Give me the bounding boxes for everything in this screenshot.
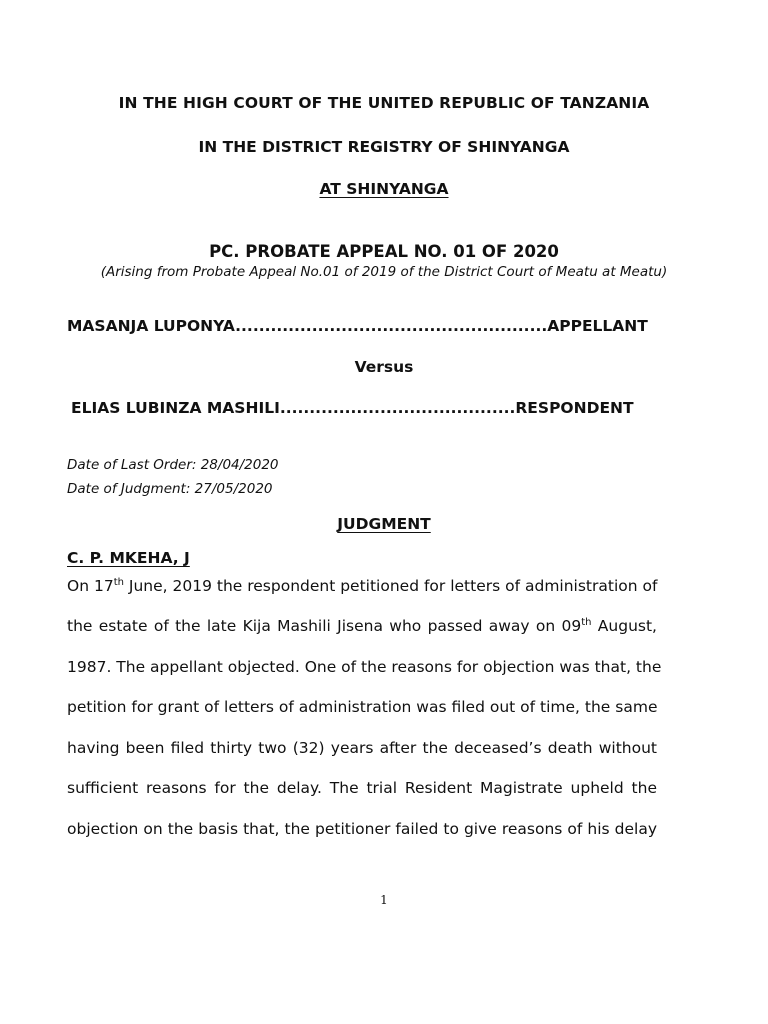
court-heading: IN THE HIGH COURT OF THE UNITED REPUBLIC OF TANZANIA — [118, 94, 650, 112]
versus-label: Versus — [354, 358, 414, 376]
body-line: having been filed thirty two (32) years after the deceased’s death without — [67, 739, 657, 757]
case-number: PC. PROBATE APPEAL NO. 01 OF 2020 — [209, 242, 559, 261]
date-of-judgment: Date of Judgment: 27/05/2020 — [67, 481, 273, 497]
location-heading — [0, 180, 768, 198]
body-line-part: the estate of the late Kija Mashili Jisena who passed away on 09 — [67, 617, 582, 635]
ordinal-superscript: th — [581, 616, 592, 628]
page-number: 1 — [380, 893, 388, 907]
location-text: AT SHINYANGA — [319, 180, 449, 198]
judge-name — [67, 549, 190, 567]
respondent-line: ELIAS LUBINZA MASHILI........................................RESPONDENT — [71, 399, 634, 417]
judgment-title — [0, 515, 768, 533]
body-line-part: June, 2019 the respondent petitioned for letters of administration of — [123, 577, 658, 595]
judgment-title-text: JUDGMENT — [337, 515, 431, 533]
ordinal-superscript: th — [113, 576, 124, 588]
body-line: sufficient reasons for the delay. The trial Resident Magistrate upheld the — [67, 779, 657, 797]
body-line: objection on the basis that, the petitioner failed to give reasons of his delay — [67, 820, 657, 838]
arising-from-note: (Arising from Probate Appeal No.01 of 2019 of the District Court of Meatu at Meatu) — [100, 264, 668, 280]
appellant-line: MASANJA LUPONYA.....................................................APPELLANT — [67, 317, 648, 335]
body-line — [67, 617, 657, 635]
date-of-last-order: Date of Last Order: 28/04/2020 — [67, 457, 279, 473]
body-line-part: On 17 — [67, 577, 114, 595]
body-line: 1987. The appellant objected. One of the reasons for objection was that, the — [67, 658, 662, 676]
registry-heading: IN THE DISTRICT REGISTRY OF SHINYANGA — [198, 138, 570, 156]
body-line: petition for grant of letters of administration was filed out of time, the same — [67, 698, 658, 716]
body-line-part: August, — [591, 617, 657, 635]
judge-name-text: C. P. MKEHA, J — [67, 549, 190, 567]
body-line — [67, 577, 657, 595]
